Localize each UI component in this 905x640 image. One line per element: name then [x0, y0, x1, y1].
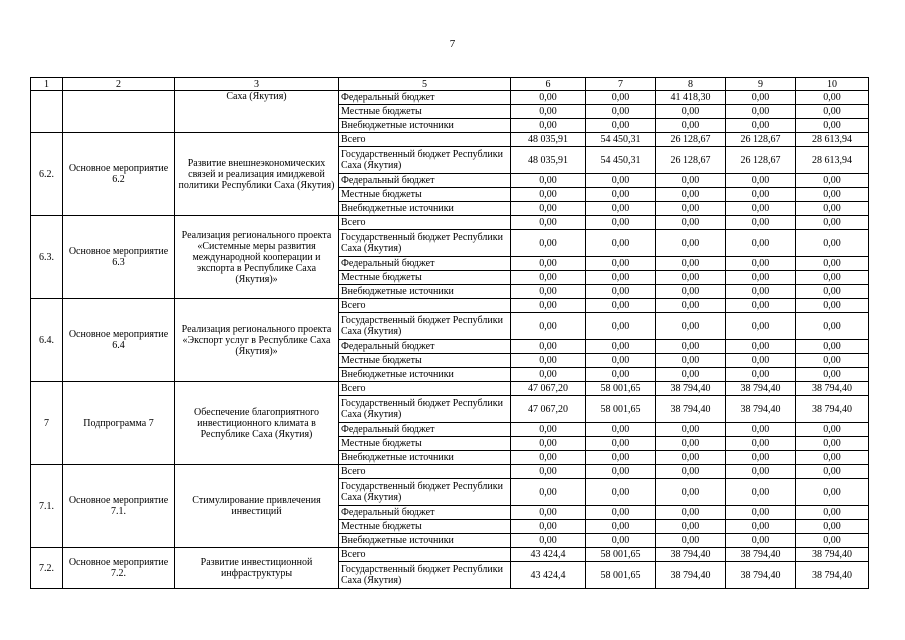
value-cell: 0,00 — [656, 174, 726, 188]
value-cell: 0,00 — [511, 437, 586, 451]
column-header: 6 — [511, 78, 586, 91]
value-cell: 0,00 — [586, 105, 656, 119]
value-cell: 0,00 — [726, 174, 796, 188]
value-cell: 0,00 — [511, 285, 586, 299]
value-cell: 0,00 — [656, 271, 726, 285]
value-cell: 0,00 — [796, 451, 869, 465]
value-cell: 0,00 — [586, 285, 656, 299]
value-cell: 26 128,67 — [726, 133, 796, 147]
value-cell: 0,00 — [656, 423, 726, 437]
funding-source-cell: Государственный бюджет Республики Саха (Якутия) — [339, 562, 511, 589]
value-cell: 0,00 — [726, 465, 796, 479]
value-cell: 0,00 — [511, 119, 586, 133]
value-cell: 0,00 — [796, 285, 869, 299]
row-type-cell: Основное мероприятие 6.3 — [63, 216, 175, 299]
value-cell: 38 794,40 — [726, 548, 796, 562]
table-row — [31, 299, 869, 313]
value-cell: 0,00 — [726, 506, 796, 520]
column-header: 9 — [726, 78, 796, 91]
value-cell: 38 794,40 — [726, 382, 796, 396]
value-cell: 0,00 — [726, 271, 796, 285]
value-cell: 0,00 — [656, 216, 726, 230]
value-cell: 0,00 — [796, 479, 869, 506]
value-cell: 0,00 — [511, 534, 586, 548]
value-cell: 0,00 — [656, 465, 726, 479]
funding-source-cell: Местные бюджеты — [339, 520, 511, 534]
value-cell: 0,00 — [656, 437, 726, 451]
value-cell: 0,00 — [726, 368, 796, 382]
value-cell: 48 035,91 — [511, 133, 586, 147]
funding-source-cell: Государственный бюджет Республики Саха (Якутия) — [339, 230, 511, 257]
funding-source-cell: Всего — [339, 382, 511, 396]
value-cell: 38 794,40 — [796, 562, 869, 589]
value-cell: 0,00 — [586, 216, 656, 230]
value-cell: 0,00 — [656, 451, 726, 465]
value-cell: 0,00 — [656, 479, 726, 506]
row-name-cell: Реализация регионального проекта «Системные меры развития международной кооперации и экспорта в Республике Саха (Якутия)» — [175, 216, 339, 299]
table-row — [31, 133, 869, 147]
column-header: 2 — [63, 78, 175, 91]
value-cell: 28 613,94 — [796, 133, 869, 147]
value-cell: 0,00 — [511, 313, 586, 340]
row-name-cell: Развитие инвестиционной инфраструктуры — [175, 548, 339, 589]
value-cell: 0,00 — [511, 340, 586, 354]
funding-source-cell: Всего — [339, 133, 511, 147]
value-cell: 0,00 — [726, 534, 796, 548]
value-cell: 0,00 — [586, 368, 656, 382]
value-cell: 0,00 — [511, 216, 586, 230]
column-header: 1 — [31, 78, 63, 91]
row-name-cell: Саха (Якутия) — [175, 91, 339, 133]
value-cell: 0,00 — [726, 299, 796, 313]
value-cell: 54 450,31 — [586, 147, 656, 174]
value-cell: 0,00 — [726, 257, 796, 271]
value-cell: 0,00 — [586, 257, 656, 271]
row-number-cell: 7 — [31, 382, 63, 465]
row-number-cell: 7.1. — [31, 465, 63, 548]
value-cell: 0,00 — [796, 534, 869, 548]
value-cell: 43 424,4 — [511, 562, 586, 589]
row-name-cell: Стимулирование привлечения инвестиций — [175, 465, 339, 548]
value-cell: 0,00 — [586, 520, 656, 534]
value-cell: 48 035,91 — [511, 147, 586, 174]
value-cell: 0,00 — [656, 299, 726, 313]
value-cell: 0,00 — [726, 188, 796, 202]
funding-source-cell: Федеральный бюджет — [339, 506, 511, 520]
value-cell: 0,00 — [511, 368, 586, 382]
value-cell: 0,00 — [586, 465, 656, 479]
table-row — [31, 465, 869, 479]
value-cell: 0,00 — [796, 119, 869, 133]
value-cell: 38 794,40 — [796, 548, 869, 562]
value-cell: 0,00 — [796, 354, 869, 368]
value-cell: 0,00 — [511, 174, 586, 188]
value-cell: 0,00 — [511, 520, 586, 534]
funding-source-cell: Всего — [339, 299, 511, 313]
value-cell: 41 418,30 — [656, 91, 726, 105]
value-cell: 0,00 — [586, 479, 656, 506]
table-body — [31, 78, 869, 589]
value-cell: 0,00 — [586, 437, 656, 451]
value-cell: 0,00 — [656, 313, 726, 340]
funding-source-cell: Государственный бюджет Республики Саха (Якутия) — [339, 479, 511, 506]
value-cell: 0,00 — [796, 465, 869, 479]
value-cell: 0,00 — [586, 506, 656, 520]
value-cell: 0,00 — [726, 313, 796, 340]
table-row — [31, 216, 869, 230]
row-type-cell: Основное мероприятие 7.1. — [63, 465, 175, 548]
value-cell: 0,00 — [586, 91, 656, 105]
value-cell: 26 128,67 — [726, 147, 796, 174]
value-cell: 58 001,65 — [586, 382, 656, 396]
value-cell: 38 794,40 — [726, 562, 796, 589]
funding-source-cell: Государственный бюджет Республики Саха (Якутия) — [339, 147, 511, 174]
value-cell: 0,00 — [511, 202, 586, 216]
value-cell: 58 001,65 — [586, 396, 656, 423]
value-cell: 0,00 — [586, 271, 656, 285]
column-header: 3 — [175, 78, 339, 91]
value-cell: 0,00 — [726, 437, 796, 451]
funding-source-cell: Местные бюджеты — [339, 105, 511, 119]
value-cell: 0,00 — [656, 340, 726, 354]
value-cell: 0,00 — [726, 451, 796, 465]
value-cell: 26 128,67 — [656, 133, 726, 147]
value-cell: 0,00 — [586, 188, 656, 202]
funding-source-cell: Всего — [339, 465, 511, 479]
value-cell: 0,00 — [656, 105, 726, 119]
funding-source-cell: Внебюджетные источники — [339, 451, 511, 465]
value-cell: 0,00 — [726, 230, 796, 257]
row-name-cell: Обеспечение благоприятного инвестиционного климата в Республике Саха (Якутия) — [175, 382, 339, 465]
funding-source-cell: Федеральный бюджет — [339, 340, 511, 354]
value-cell: 0,00 — [726, 479, 796, 506]
value-cell: 0,00 — [511, 479, 586, 506]
value-cell: 0,00 — [796, 257, 869, 271]
value-cell: 47 067,20 — [511, 382, 586, 396]
value-cell: 0,00 — [796, 216, 869, 230]
value-cell: 0,00 — [726, 216, 796, 230]
column-header: 8 — [656, 78, 726, 91]
value-cell: 0,00 — [511, 230, 586, 257]
value-cell: 38 794,40 — [796, 396, 869, 423]
value-cell: 38 794,40 — [656, 382, 726, 396]
value-cell: 0,00 — [656, 534, 726, 548]
value-cell: 0,00 — [511, 465, 586, 479]
value-cell: 28 613,94 — [796, 147, 869, 174]
column-header: 7 — [586, 78, 656, 91]
value-cell: 0,00 — [511, 271, 586, 285]
value-cell: 0,00 — [511, 451, 586, 465]
value-cell: 0,00 — [511, 423, 586, 437]
funding-source-cell: Федеральный бюджет — [339, 423, 511, 437]
row-number-cell: 7.2. — [31, 548, 63, 589]
value-cell: 0,00 — [656, 520, 726, 534]
value-cell: 0,00 — [796, 230, 869, 257]
row-type-cell: Основное мероприятие 6.4 — [63, 299, 175, 382]
value-cell: 0,00 — [796, 506, 869, 520]
row-type-cell: Основное мероприятие 7.2. — [63, 548, 175, 589]
value-cell: 0,00 — [726, 340, 796, 354]
value-cell: 0,00 — [796, 368, 869, 382]
funding-source-cell: Внебюджетные источники — [339, 202, 511, 216]
value-cell: 0,00 — [656, 354, 726, 368]
value-cell: 0,00 — [656, 285, 726, 299]
value-cell: 0,00 — [511, 354, 586, 368]
value-cell: 0,00 — [796, 188, 869, 202]
value-cell: 0,00 — [796, 340, 869, 354]
value-cell: 0,00 — [796, 437, 869, 451]
value-cell: 0,00 — [796, 271, 869, 285]
funding-source-cell: Государственный бюджет Республики Саха (Якутия) — [339, 313, 511, 340]
value-cell: 0,00 — [586, 313, 656, 340]
value-cell: 0,00 — [656, 230, 726, 257]
value-cell: 0,00 — [796, 174, 869, 188]
value-cell: 0,00 — [511, 257, 586, 271]
value-cell: 0,00 — [586, 354, 656, 368]
value-cell: 26 128,67 — [656, 147, 726, 174]
row-number-cell: 6.3. — [31, 216, 63, 299]
funding-source-cell: Федеральный бюджет — [339, 91, 511, 105]
value-cell: 58 001,65 — [586, 548, 656, 562]
row-number-cell — [31, 91, 63, 133]
funding-source-cell: Внебюджетные источники — [339, 534, 511, 548]
value-cell: 0,00 — [726, 285, 796, 299]
row-type-cell — [63, 91, 175, 133]
value-cell: 0,00 — [511, 188, 586, 202]
row-name-cell: Развитие внешнеэкономических связей и реализация имиджевой политики Республики Саха (Якутия) — [175, 133, 339, 216]
value-cell: 0,00 — [796, 313, 869, 340]
value-cell: 0,00 — [796, 423, 869, 437]
funding-source-cell: Местные бюджеты — [339, 354, 511, 368]
funding-source-cell: Внебюджетные источники — [339, 285, 511, 299]
funding-source-cell: Всего — [339, 548, 511, 562]
funding-source-cell: Федеральный бюджет — [339, 174, 511, 188]
value-cell: 0,00 — [796, 105, 869, 119]
value-cell: 0,00 — [656, 119, 726, 133]
column-header: 5 — [339, 78, 511, 91]
budget-table — [30, 77, 869, 589]
column-header: 10 — [796, 78, 869, 91]
value-cell: 0,00 — [656, 257, 726, 271]
value-cell: 0,00 — [726, 423, 796, 437]
value-cell: 0,00 — [586, 230, 656, 257]
value-cell: 0,00 — [511, 299, 586, 313]
row-type-cell: Подпрограмма 7 — [63, 382, 175, 465]
value-cell: 0,00 — [586, 451, 656, 465]
value-cell: 0,00 — [511, 105, 586, 119]
table-row — [31, 91, 869, 105]
funding-source-cell: Внебюджетные источники — [339, 368, 511, 382]
header-row — [31, 78, 869, 91]
funding-source-cell: Местные бюджеты — [339, 271, 511, 285]
value-cell: 0,00 — [796, 520, 869, 534]
value-cell: 0,00 — [726, 520, 796, 534]
funding-source-cell: Всего — [339, 216, 511, 230]
funding-source-cell: Местные бюджеты — [339, 437, 511, 451]
value-cell: 38 794,40 — [726, 396, 796, 423]
value-cell: 0,00 — [511, 91, 586, 105]
value-cell: 38 794,40 — [656, 396, 726, 423]
value-cell: 43 424,4 — [511, 548, 586, 562]
value-cell: 0,00 — [511, 506, 586, 520]
value-cell: 0,00 — [586, 423, 656, 437]
value-cell: 0,00 — [726, 91, 796, 105]
value-cell: 47 067,20 — [511, 396, 586, 423]
value-cell: 0,00 — [796, 299, 869, 313]
value-cell: 0,00 — [796, 91, 869, 105]
value-cell: 0,00 — [726, 119, 796, 133]
value-cell: 0,00 — [726, 105, 796, 119]
value-cell: 38 794,40 — [796, 382, 869, 396]
value-cell: 0,00 — [656, 202, 726, 216]
value-cell: 0,00 — [656, 368, 726, 382]
row-name-cell: Реализация регионального проекта «Экспорт услуг в Республике Саха (Якутия)» — [175, 299, 339, 382]
funding-source-cell: Федеральный бюджет — [339, 257, 511, 271]
page-number: 7 — [449, 38, 456, 50]
funding-source-cell: Государственный бюджет Республики Саха (Якутия) — [339, 396, 511, 423]
table-row — [31, 382, 869, 396]
value-cell: 0,00 — [656, 506, 726, 520]
table-row — [31, 548, 869, 562]
value-cell: 0,00 — [586, 119, 656, 133]
value-cell: 0,00 — [586, 174, 656, 188]
value-cell: 38 794,40 — [656, 562, 726, 589]
row-number-cell: 6.4. — [31, 299, 63, 382]
value-cell: 58 001,65 — [586, 562, 656, 589]
value-cell: 54 450,31 — [586, 133, 656, 147]
row-type-cell: Основное мероприятие 6.2 — [63, 133, 175, 216]
funding-source-cell: Внебюджетные источники — [339, 119, 511, 133]
value-cell: 0,00 — [586, 299, 656, 313]
value-cell: 0,00 — [796, 202, 869, 216]
value-cell: 0,00 — [726, 202, 796, 216]
value-cell: 0,00 — [726, 354, 796, 368]
value-cell: 0,00 — [586, 340, 656, 354]
value-cell: 0,00 — [656, 188, 726, 202]
row-number-cell: 6.2. — [31, 133, 63, 216]
value-cell: 38 794,40 — [656, 548, 726, 562]
value-cell: 0,00 — [586, 534, 656, 548]
funding-source-cell: Местные бюджеты — [339, 188, 511, 202]
value-cell: 0,00 — [586, 202, 656, 216]
